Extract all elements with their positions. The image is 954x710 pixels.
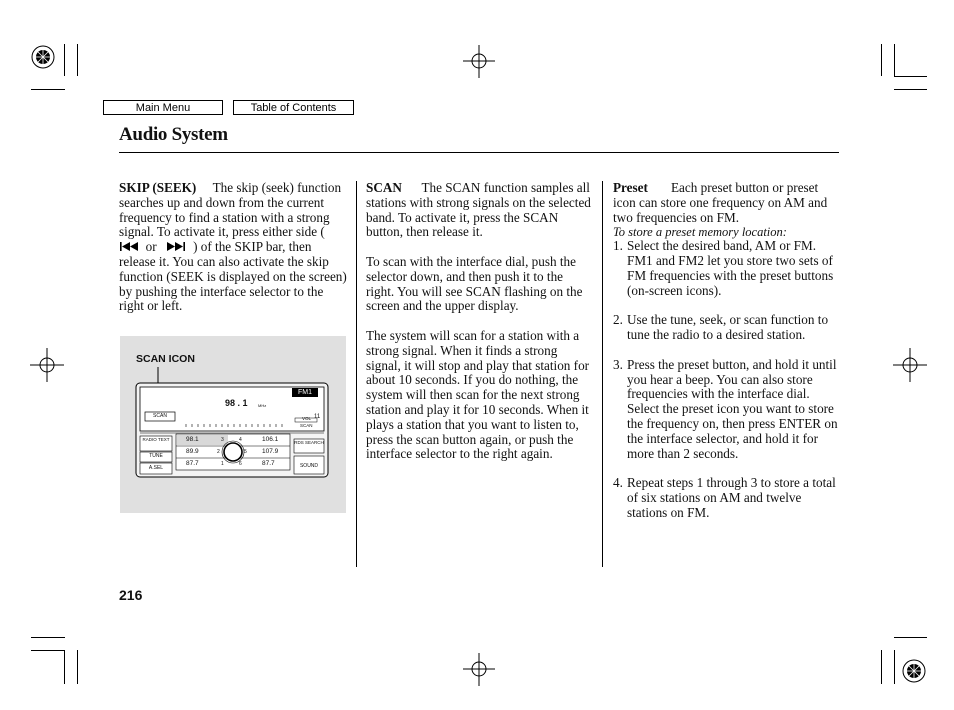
preset-number: 1: [221, 461, 224, 467]
column-divider: [356, 181, 357, 567]
section-heading: SCAN: [366, 180, 402, 195]
preset-frequency: 98.1: [186, 436, 199, 443]
radio-text-button: RADIO TEXT: [142, 437, 170, 442]
preset-frequency: 107.9: [262, 448, 279, 455]
preset-steps-list: [613, 239, 841, 520]
step-text: Select the desired band, AM or FM. FM1 and FM2 let you store two sets of FM frequencies with the preset buttons (on-screen icons).: [627, 238, 834, 298]
scan-indicator: SCAN: [153, 413, 167, 419]
step-number: 1.: [613, 238, 623, 254]
skip-forward-icon: [166, 242, 186, 251]
preset-number: 3: [221, 437, 224, 443]
step-text: Repeat steps 1 through 3 to store a total of six stations on AM and twelve stations on FM.: [627, 475, 836, 520]
body-text: The system will scan for a station with a strong signal. When it finds a strong signal, it will stop and play that station for about 10 seconds. If you do nothing, the system will then scan for the next strong station and play it for 10 seconds. When it plays a station that you want to listen to, press the scan button again, or push the interface selector to the right again.: [366, 327, 590, 462]
frequency-readout: 98 . 1: [225, 398, 248, 408]
scan-label: SCAN: [300, 423, 313, 428]
list-item: [613, 313, 841, 343]
preset-frequency: 106.1: [262, 436, 279, 443]
main-menu-button[interactable]: Main Menu: [103, 100, 223, 115]
list-item: [613, 476, 841, 520]
body-text: ) of the SKIP bar, then release it. You can also activate the skip function (SEEK is displayed on the screen) by pushing the interface selector to the right or left.: [119, 239, 347, 314]
scan-section: [366, 181, 594, 477]
auto-select-button: A.SEL: [148, 465, 164, 471]
sound-button: SOUND: [299, 463, 319, 469]
subheading: To store a preset memory location:: [613, 225, 787, 240]
step-text: Press the preset button, and hold it until you hear a beep. You can also store frequencies with the interface dial. Select the preset icon you want to store the frequency on, then press ENTER on the interface selector, and hold it for more than 2 seconds.: [627, 356, 838, 461]
frequency-unit: MHz: [258, 403, 267, 408]
skip-back-icon: [119, 242, 139, 251]
list-item: [613, 358, 841, 462]
body-text: To scan with the interface dial, push the selector down, and then push it to the right. You will see SCAN flashing on the screen and the upper display.: [366, 253, 583, 314]
column-divider: [602, 181, 603, 567]
page-number: 216: [119, 587, 143, 603]
table-of-contents-button[interactable]: Table of Contents: [233, 100, 354, 115]
list-item: [613, 239, 841, 298]
body-text: or: [145, 239, 157, 255]
rds-search-button: RDS SEARCH: [294, 440, 324, 445]
body-text: Each preset button or preset icon can store one frequency on AM and two frequencies on FM.: [613, 180, 828, 225]
scan-icon-figure: [120, 336, 346, 513]
preset-section: [613, 181, 841, 535]
preset-number: 5: [244, 449, 247, 455]
step-number: 4.: [613, 475, 623, 491]
body-text: The SCAN function samples all stations with strong signals on the selected band. To activate it, press the SCAN button, then release it.: [366, 180, 591, 240]
preset-frequency: 89.9: [186, 448, 199, 455]
page-title: Audio System: [119, 124, 228, 145]
band-indicator: FM1: [298, 389, 312, 396]
section-heading: Preset: [613, 180, 648, 195]
body-text: The skip (seek) function searches up and down from the current frequency to find a station with a strong signal. To activate it, press either side (: [119, 180, 342, 240]
step-number: 3.: [613, 356, 623, 372]
preset-number: 6: [239, 461, 242, 467]
volume-level: 11: [314, 414, 321, 420]
title-rule: [119, 152, 839, 153]
tune-button: TUNE: [149, 453, 163, 459]
skip-seek-section: [119, 181, 347, 329]
volume-label: VOL: [302, 416, 312, 421]
preset-frequency: 87.7: [262, 460, 275, 467]
preset-frequency: 87.7: [186, 460, 199, 467]
figure-label: SCAN ICON: [136, 353, 195, 365]
preset-number: 4: [239, 437, 242, 443]
section-heading: SKIP (SEEK): [119, 180, 197, 195]
step-number: 2.: [613, 312, 623, 328]
step-text: Use the tune, seek, or scan function to tune the radio to a desired station.: [627, 312, 829, 343]
preset-number: 2: [217, 449, 220, 455]
